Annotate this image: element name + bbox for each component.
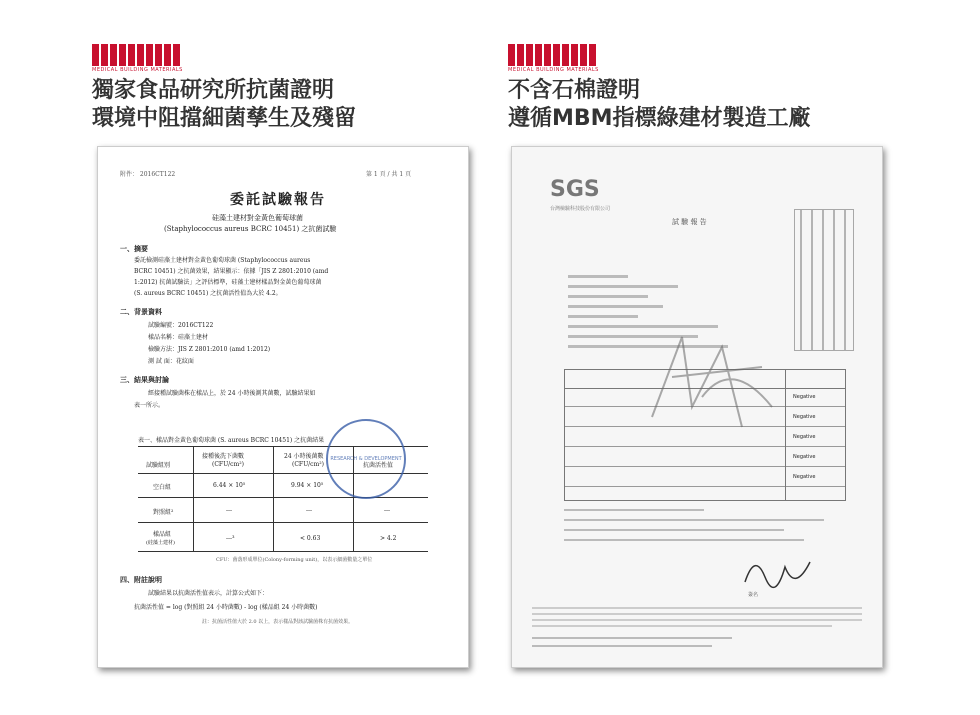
s3-line: 表一所示。 <box>134 402 165 409</box>
s1-line: BCRC 10451) 之抗菌效果，結果顯示：依據「JIS Z 2801:2010 (amd <box>134 268 329 275</box>
logo-caption: MEDICAL BUILDING MATERIALS <box>92 67 183 73</box>
stamp-text: RESEARCH & DEVELOPMENT <box>330 456 402 462</box>
col-header: 抗菌活性值 <box>363 462 394 469</box>
s3-line: 經接種試驗菌株在樣品上，於 24 小時後測其菌數，試驗結果如 <box>148 390 316 397</box>
table-cell: > 4.2 <box>380 535 397 542</box>
col-header: (CFU/cm²) <box>212 461 244 468</box>
s1-line: (S. aureus BCRC 10451) 之抗菌活性值為大於 4.2。 <box>134 290 282 297</box>
handwritten-mark <box>632 317 782 447</box>
section-3-title: 三、結果與討論 <box>120 375 169 384</box>
table-cell: 空白組 <box>153 484 172 491</box>
mbm-logo <box>92 44 356 73</box>
left-heading-2: 環境中阻擋細菌孳生及殘留 <box>92 106 357 131</box>
negative-result: Negative <box>793 434 816 440</box>
table-cell: < 0.63 <box>300 535 321 542</box>
table-caption: 表一、樣品對金黃色葡萄球菌 (S. aureus BCRC 10451) 之抗菌結果 <box>138 437 325 444</box>
table-cell: --- <box>306 507 313 514</box>
table-cell: 6.44 × 10⁵ <box>213 482 246 489</box>
s4-line: 試驗結果以抗菌活性值表示，計算公式如下： <box>148 590 269 597</box>
doc-header-left: 附件： 2016CT122 <box>120 171 176 178</box>
table-footnote: CFU：菌落形成單位(Colony-forming unit)，以表示細菌數量之單位 <box>216 557 373 563</box>
table-cell: --- <box>226 507 233 514</box>
logo-caption: MEDICAL BUILDING MATERIALS <box>508 67 599 73</box>
s2-line: 試驗編號：2016CT122 <box>148 322 214 329</box>
doc-header-right: 第 1 頁 / 共 1 頁 <box>366 171 412 178</box>
report-title: 試 驗 報 告 <box>672 218 707 226</box>
right-panel <box>508 44 811 133</box>
left-panel <box>92 44 356 133</box>
s4-line: 抗菌活性值 = log (對照組 24 小時菌數) - log (樣品組 24 小時菌數) <box>134 604 318 611</box>
research-stamp <box>326 419 406 499</box>
section-4-title: 四、附註說明 <box>120 575 162 584</box>
negative-result: Negative <box>793 474 816 480</box>
sgs-logo-sub: 台灣檢驗科技股份有限公司 <box>550 206 611 212</box>
table-cell: 對照組² <box>153 509 174 516</box>
signature-label: 簽名 <box>748 592 759 598</box>
doc-title: 委託試驗報告 <box>230 192 326 208</box>
right-heading-2: 遵循MBM指標綠建材製造工廠 <box>508 106 811 131</box>
mbm-logo <box>508 44 811 73</box>
s2-line: 檢驗方法：JIS Z 2801:2010 (amd 1:2012) <box>148 346 271 353</box>
table-cell: ---³ <box>226 535 235 542</box>
doc-subtitle-1: 硅藻土建材對金黃色葡萄球菌 <box>212 214 303 222</box>
s1-line: 1:2012) 抗菌試驗法」之評估標準，硅藻土建材樣品對金黃色葡萄球菌 <box>134 279 322 286</box>
sgs-logo: SGS <box>550 177 600 202</box>
table-cell: (硅藻土建材) <box>146 540 175 546</box>
negative-result: Negative <box>793 394 816 400</box>
left-heading-1: 獨家食品研究所抗菌證明 <box>92 78 335 103</box>
table-cell: 9.94 × 10⁵ <box>291 482 324 489</box>
negative-result: Negative <box>793 414 816 420</box>
doc-subtitle-2: (Staphylococcus aureus BCRC 10451) 之抗菌試驗 <box>164 225 337 233</box>
col-header: 試驗組別 <box>146 462 171 469</box>
col-header: 接種後洗下菌數 <box>202 453 245 460</box>
col-header: 24 小時後菌數 <box>284 453 324 460</box>
s2-line: 測 試 面：花紋面 <box>148 358 194 365</box>
s1-line: 委託檢測硅藻土建材對金黃色葡萄球菌 (Staphylococcus aureus <box>134 257 311 264</box>
vertical-stamp-box <box>794 209 854 351</box>
section-1-title: 一、摘要 <box>120 244 148 253</box>
section-2-title: 二、背景資料 <box>120 307 162 316</box>
table-cell: 樣品組 <box>153 531 172 538</box>
s4-line: 註：抗菌活性值大於 2.0 以上，表示樣品對該試驗菌株有抗菌效果。 <box>202 619 354 625</box>
table-cell: --- <box>384 507 391 514</box>
col-header: (CFU/cm²) <box>292 461 324 468</box>
negative-result: Negative <box>793 454 816 460</box>
asbestos-free-certificate <box>511 146 883 668</box>
antibacterial-test-report <box>97 146 469 668</box>
right-heading-1: 不含石棉證明 <box>508 78 641 103</box>
signature <box>740 547 820 597</box>
s2-line: 樣品名稱：硅藻土建材 <box>148 334 209 341</box>
